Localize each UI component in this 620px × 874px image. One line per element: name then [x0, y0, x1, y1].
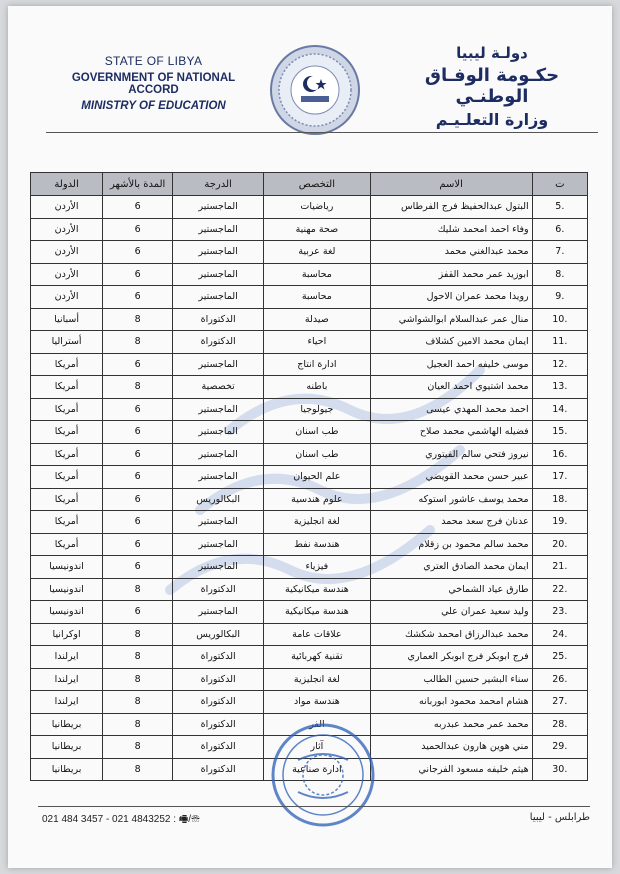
specialty-cell: الفر: [264, 713, 371, 736]
duration-cell: 8: [103, 736, 173, 759]
row-number-cell: .28: [532, 713, 587, 736]
degree-cell: الدكتوراة: [173, 308, 264, 331]
degree-cell: الماجستير: [173, 533, 264, 556]
student-name-cell: وليد سعيد عمران علي: [370, 601, 532, 624]
specialty-cell: هندسة ميكانيكية: [264, 601, 371, 624]
specialty-cell: طب اسنان: [264, 421, 371, 444]
row-number-cell: .7: [532, 241, 587, 264]
student-name-cell: محمد عبدالغني محمد: [370, 241, 532, 264]
student-name-cell: سناء البشير حسين الطالب: [370, 668, 532, 691]
duration-cell: 8: [103, 578, 173, 601]
specialty-cell: هندسة نفط: [264, 533, 371, 556]
country-cell: أمريكا: [31, 353, 103, 376]
header-state-ar: دولـة ليبيا: [456, 44, 528, 62]
table-row: [31, 511, 588, 534]
country-cell: الأردن: [31, 263, 103, 286]
table-body: [31, 196, 588, 781]
duration-cell: 6: [103, 443, 173, 466]
country-cell: أمريكا: [31, 443, 103, 466]
specialty-cell: علم الحيوان: [264, 466, 371, 489]
specialty-cell: ادارة انتاج: [264, 353, 371, 376]
student-name-cell: منال عمر عبدالسلام ابوالشواشي: [370, 308, 532, 331]
duration-cell: 8: [103, 691, 173, 714]
duration-cell: 6: [103, 398, 173, 421]
country-cell: ايرلندا: [31, 668, 103, 691]
student-name-cell: فضيله الهاشمي محمد صلاح: [370, 421, 532, 444]
country-cell: اندونيسيا: [31, 556, 103, 579]
duration-cell: 6: [103, 421, 173, 444]
duration-cell: 6: [103, 263, 173, 286]
degree-cell: الدكتوراة: [173, 736, 264, 759]
table-row: [31, 218, 588, 241]
row-number-cell: .27: [532, 691, 587, 714]
degree-cell: تخصصية: [173, 376, 264, 399]
table-row: [31, 398, 588, 421]
student-name-cell: ايمان محمد الصادق العتري: [370, 556, 532, 579]
duration-cell: 8: [103, 308, 173, 331]
table-row: [31, 668, 588, 691]
country-cell: أمريكا: [31, 376, 103, 399]
duration-cell: 8: [103, 331, 173, 354]
country-cell: ايرلندا: [31, 646, 103, 669]
degree-cell: الدكتوراة: [173, 578, 264, 601]
country-cell: أمريكا: [31, 398, 103, 421]
table-header-row: [31, 173, 588, 196]
student-name-cell: هيثم خليفه مسعود الفرجاني: [370, 758, 532, 781]
row-number-cell: .22: [532, 578, 587, 601]
degree-cell: البكالوريس: [173, 488, 264, 511]
student-name-cell: موسى خليفه احمد العجيل: [370, 353, 532, 376]
specialty-cell: صيدلة: [264, 308, 371, 331]
degree-cell: الدكتوراة: [173, 713, 264, 736]
header-government-ar: حكـومة الوفـاق الوطنـي: [424, 65, 560, 107]
specialty-cell: ادارة صناعية: [264, 758, 371, 781]
header-ministry-ar: وزارة التعلـيـم: [435, 110, 549, 129]
row-number-cell: .5: [532, 196, 587, 219]
student-name-cell: محمد سالم محمود بن زقلام: [370, 533, 532, 556]
degree-cell: الدكتوراة: [173, 646, 264, 669]
country-cell: الأردن: [31, 196, 103, 219]
footer-divider: [38, 806, 590, 807]
degree-cell: الماجستير: [173, 286, 264, 309]
student-name-cell: احمد محمد المهدي عيسى: [370, 398, 532, 421]
table-row: [31, 488, 588, 511]
student-name-cell: محمد يوسف عاشور استوكه: [370, 488, 532, 511]
degree-cell: الماجستير: [173, 421, 264, 444]
degree-cell: الدكتوراة: [173, 758, 264, 781]
student-name-cell: وفاء احمد امحمد شليك: [370, 218, 532, 241]
row-number-cell: .21: [532, 556, 587, 579]
student-name-cell: البتول عبدالحفيظ فرج الفرطاس: [370, 196, 532, 219]
degree-cell: الدكتوراة: [173, 668, 264, 691]
table-row: [31, 331, 588, 354]
specialty-cell: آثار: [264, 736, 371, 759]
row-number-cell: .16: [532, 443, 587, 466]
duration-cell: 6: [103, 511, 173, 534]
table-row: [31, 421, 588, 444]
degree-cell: الماجستير: [173, 601, 264, 624]
row-number-cell: .25: [532, 646, 587, 669]
specialty-cell: احياء: [264, 331, 371, 354]
duration-cell: 8: [103, 376, 173, 399]
col-header-specialty: التخصص: [264, 173, 371, 196]
specialty-cell: لغة انجليزية: [264, 511, 371, 534]
row-number-cell: .26: [532, 668, 587, 691]
specialty-cell: طب اسنان: [264, 443, 371, 466]
duration-cell: 6: [103, 196, 173, 219]
student-name-cell: هشام امحمد محمود ابوربانه: [370, 691, 532, 714]
student-name-cell: ابوزيد عمر محمد القفز: [370, 263, 532, 286]
footer-phones: 021 484 3457 - 021 4843252 : 🖷/☏: [42, 814, 200, 825]
row-number-cell: .6: [532, 218, 587, 241]
specialty-cell: باطنه: [264, 376, 371, 399]
student-name-cell: محمد اشتيوي احمد العيان: [370, 376, 532, 399]
row-number-cell: .17: [532, 466, 587, 489]
country-cell: اوكرانيا: [31, 623, 103, 646]
row-number-cell: .30: [532, 758, 587, 781]
degree-cell: الماجستير: [173, 556, 264, 579]
country-cell: الأردن: [31, 241, 103, 264]
degree-cell: الماجستير: [173, 353, 264, 376]
degree-cell: الماجستير: [173, 398, 264, 421]
country-cell: بريطانيا: [31, 713, 103, 736]
duration-cell: 6: [103, 556, 173, 579]
row-number-cell: .23: [532, 601, 587, 624]
country-cell: أمريكا: [31, 511, 103, 534]
student-name-cell: رويدا محمد عمران الاحول: [370, 286, 532, 309]
student-name-cell: عبير حسن محمد القويضي: [370, 466, 532, 489]
degree-cell: الماجستير: [173, 263, 264, 286]
student-name-cell: محمد عبدالرزاق امحمد شكشك: [370, 623, 532, 646]
degree-cell: الدكتوراة: [173, 691, 264, 714]
table-row: [31, 533, 588, 556]
row-number-cell: .15: [532, 421, 587, 444]
header-government: GOVERNMENT OF NATIONAL ACCORD: [71, 72, 236, 96]
student-name-cell: عدنان فرج سعد محمد: [370, 511, 532, 534]
degree-cell: الماجستير: [173, 218, 264, 241]
col-header-degree: الدرجة: [173, 173, 264, 196]
table-row: [31, 308, 588, 331]
row-number-cell: .11: [532, 331, 587, 354]
table-row: [31, 623, 588, 646]
degree-cell: الماجستير: [173, 511, 264, 534]
header-divider: [46, 132, 598, 133]
specialty-cell: علاقات عامة: [264, 623, 371, 646]
col-header-duration: المدة بالأشهر: [103, 173, 173, 196]
specialty-cell: صحة مهنية: [264, 218, 371, 241]
degree-cell: الماجستير: [173, 443, 264, 466]
table-row: [31, 241, 588, 264]
country-cell: اندونيسيا: [31, 578, 103, 601]
scholarship-table: [30, 172, 588, 781]
header-ministry: MINISTRY OF EDUCATION: [81, 100, 226, 112]
duration-cell: 6: [103, 488, 173, 511]
table-row: [31, 263, 588, 286]
row-number-cell: .18: [532, 488, 587, 511]
duration-cell: 6: [103, 601, 173, 624]
table-row: [31, 443, 588, 466]
table-row: [31, 466, 588, 489]
duration-cell: 8: [103, 713, 173, 736]
header-state: STATE OF LIBYA: [104, 54, 203, 68]
table-row: [31, 196, 588, 219]
degree-cell: البكالوريس: [173, 623, 264, 646]
table-row: [31, 601, 588, 624]
duration-cell: 6: [103, 533, 173, 556]
specialty-cell: جيولوجيا: [264, 398, 371, 421]
table-row: [31, 376, 588, 399]
degree-cell: الدكتوراة: [173, 331, 264, 354]
duration-cell: 6: [103, 218, 173, 241]
row-number-cell: .10: [532, 308, 587, 331]
duration-cell: 6: [103, 286, 173, 309]
header-english: [46, 54, 261, 112]
header-arabic: [392, 44, 592, 129]
country-cell: بريطانيا: [31, 736, 103, 759]
degree-cell: الماجستير: [173, 466, 264, 489]
col-header-name: الاسم: [370, 173, 532, 196]
country-cell: أسبانيا: [31, 308, 103, 331]
country-cell: الأردن: [31, 286, 103, 309]
student-name-cell: فرج ابوبكر فرج ابوبكر العماري: [370, 646, 532, 669]
degree-cell: الماجستير: [173, 241, 264, 264]
duration-cell: 8: [103, 758, 173, 781]
row-number-cell: .24: [532, 623, 587, 646]
row-number-cell: .13: [532, 376, 587, 399]
degree-cell: الماجستير: [173, 196, 264, 219]
country-cell: أمريكا: [31, 421, 103, 444]
specialty-cell: محاسبة: [264, 286, 371, 309]
duration-cell: 8: [103, 668, 173, 691]
specialty-cell: محاسبة: [264, 263, 371, 286]
student-name-cell: نيروز فتحي سالم الفيتوري: [370, 443, 532, 466]
ministry-emblem-icon: [269, 44, 361, 136]
row-number-cell: .20: [532, 533, 587, 556]
country-cell: أمريكا: [31, 488, 103, 511]
student-name-cell: محمد عمر محمد عبدربه: [370, 713, 532, 736]
country-cell: أمريكا: [31, 466, 103, 489]
official-stamp-icon: [268, 720, 378, 830]
student-name-cell: طارق عياد الشماخي: [370, 578, 532, 601]
row-number-cell: .12: [532, 353, 587, 376]
duration-cell: 6: [103, 353, 173, 376]
country-cell: ايرلندا: [31, 691, 103, 714]
specialty-cell: فيزياء: [264, 556, 371, 579]
country-cell: أستراليا: [31, 331, 103, 354]
row-number-cell: .19: [532, 511, 587, 534]
table-row: [31, 286, 588, 309]
country-cell: بريطانيا: [31, 758, 103, 781]
student-name-cell: مني هوين هارون عبدالحميد: [370, 736, 532, 759]
col-header-country: الدولة: [31, 173, 103, 196]
row-number-cell: .29: [532, 736, 587, 759]
student-name-cell: ايمان محمد الامين كشلاف: [370, 331, 532, 354]
row-number-cell: .9: [532, 286, 587, 309]
country-cell: اندونيسيا: [31, 601, 103, 624]
specialty-cell: هندسة مواد: [264, 691, 371, 714]
country-cell: أمريكا: [31, 533, 103, 556]
table-row: [31, 578, 588, 601]
duration-cell: 6: [103, 241, 173, 264]
specialty-cell: تقنية كهربائية: [264, 646, 371, 669]
table-row: [31, 691, 588, 714]
table-row: [31, 353, 588, 376]
row-number-cell: .14: [532, 398, 587, 421]
specialty-cell: لغة انجليزية: [264, 668, 371, 691]
specialty-cell: علوم هندسية: [264, 488, 371, 511]
duration-cell: 8: [103, 646, 173, 669]
table-row: [31, 556, 588, 579]
specialty-cell: هندسة ميكانيكية: [264, 578, 371, 601]
country-cell: الأردن: [31, 218, 103, 241]
specialty-cell: لغة عربية: [264, 241, 371, 264]
footer-location: طرابلس - ليبيا: [529, 812, 590, 823]
specialty-cell: رياضيات: [264, 196, 371, 219]
table-row: [31, 646, 588, 669]
duration-cell: 6: [103, 466, 173, 489]
duration-cell: 8: [103, 623, 173, 646]
col-header-number: ت: [532, 173, 587, 196]
row-number-cell: .8: [532, 263, 587, 286]
